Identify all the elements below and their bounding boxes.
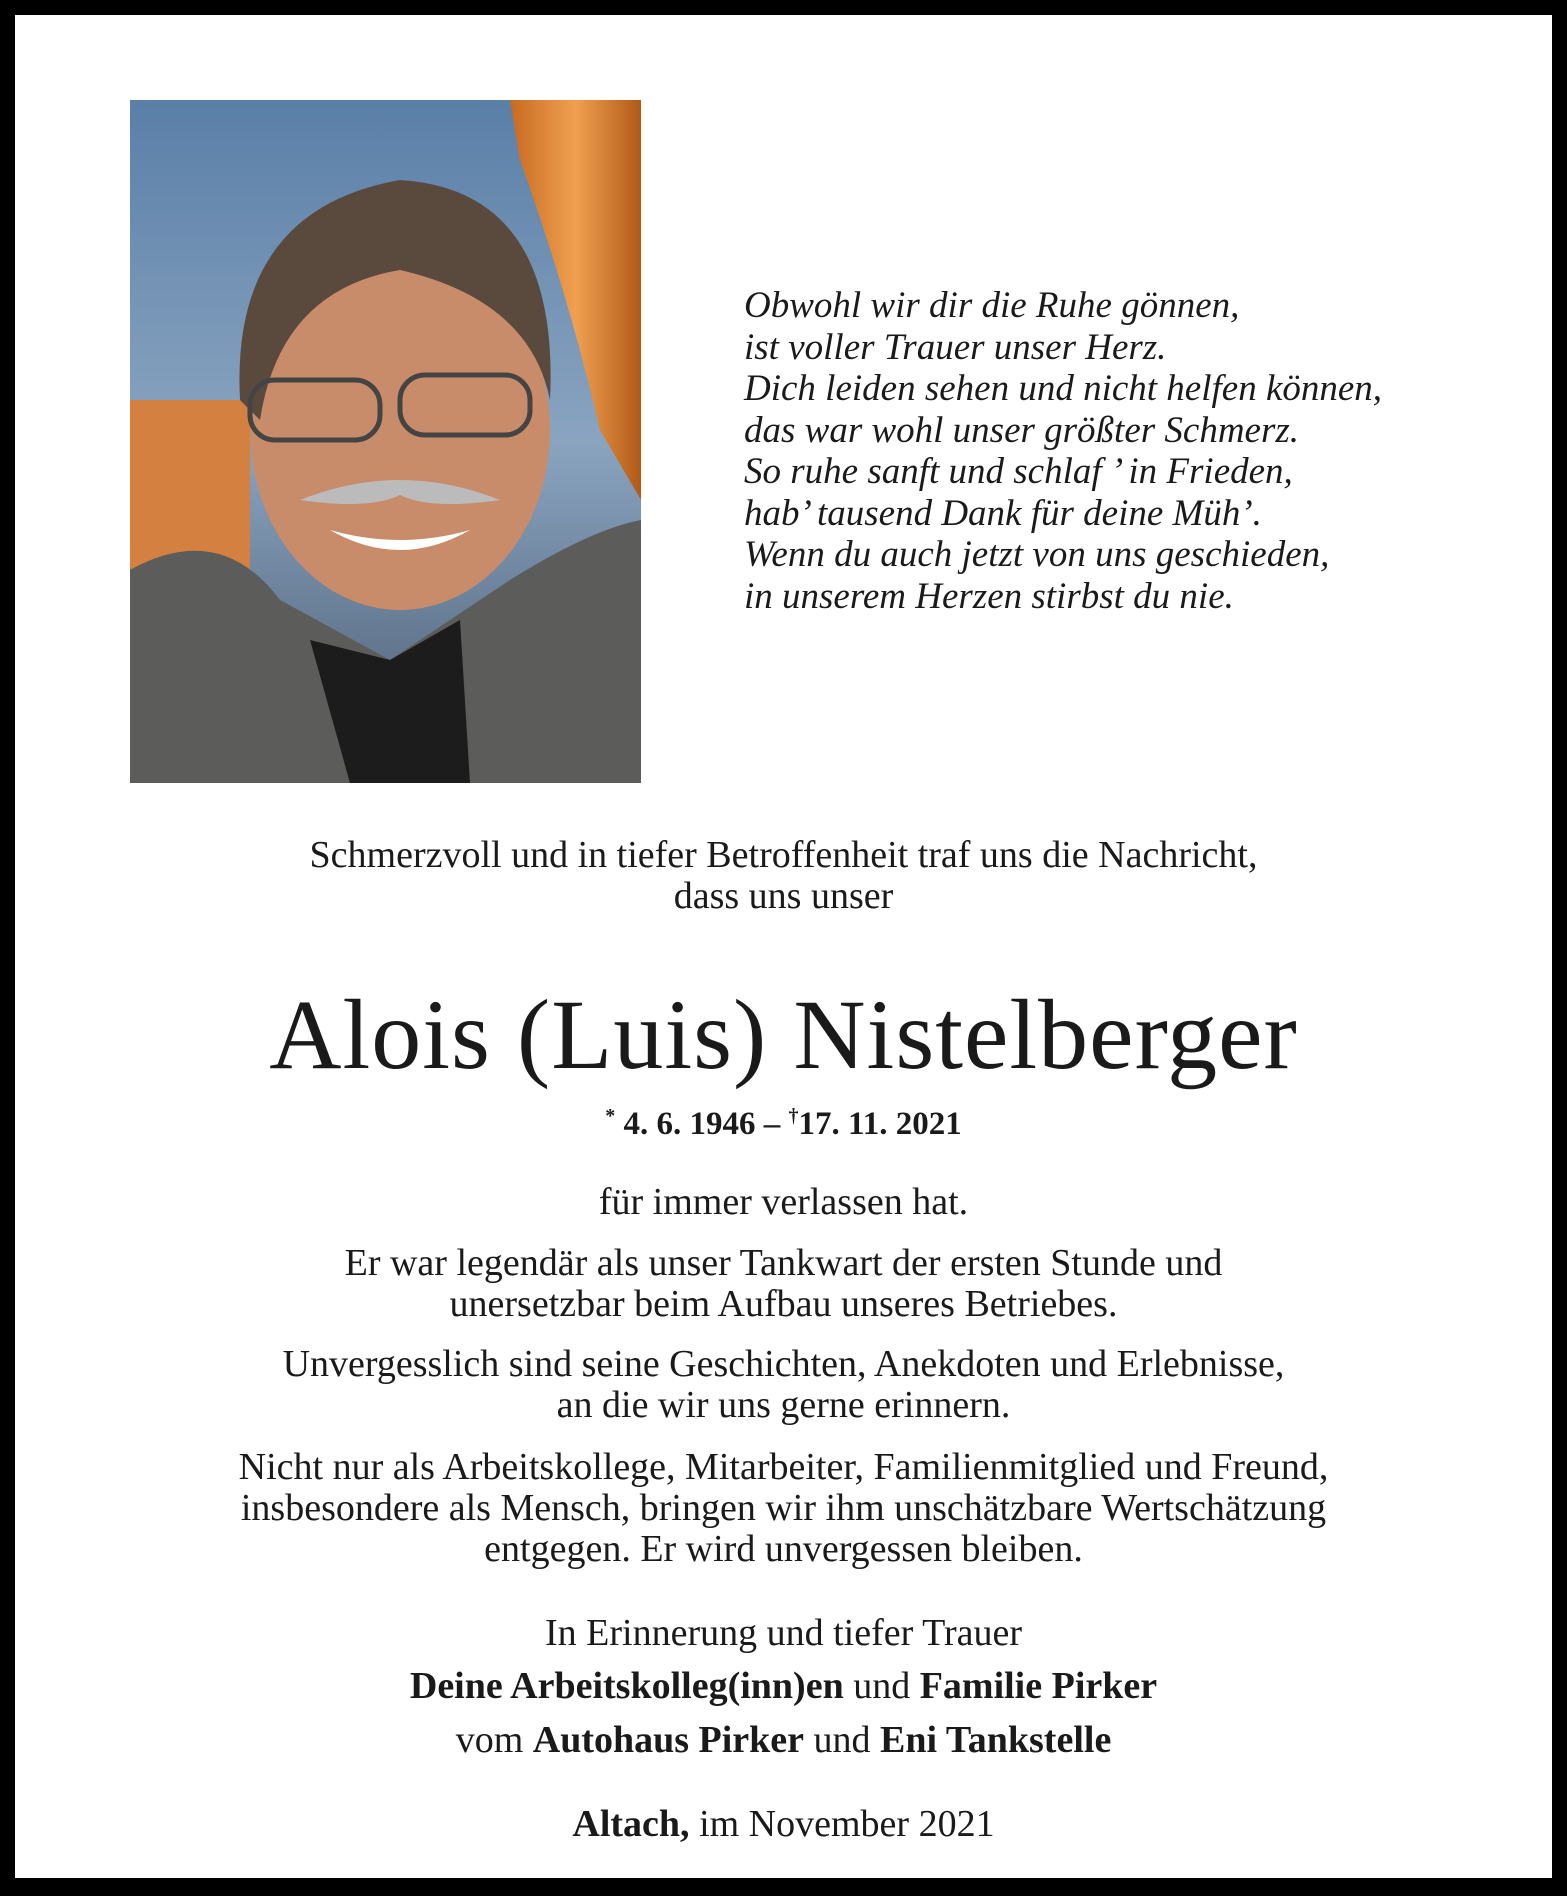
birth-symbol: * [605, 1105, 616, 1127]
poem-line: Dich leiden sehen und nicht helfen können, [744, 368, 1383, 409]
poem-line: Wenn du auch jetzt von uns geschieden, [744, 534, 1330, 575]
text-line: insbesondere als Mensch, bringen wir ihm unschätzbare Wertschätzung [240, 1487, 1327, 1529]
date: im November 2021 [699, 1803, 995, 1845]
text-line: Er war legendär als unser Tankwart der ersten Stunde und [344, 1242, 1223, 1284]
closing-line: In Erinnerung und tiefer Trauer [545, 1612, 1022, 1654]
poem-line: So ruhe sanft und schlaf ’ in Frieden, [744, 451, 1293, 492]
company-eni: Eni Tankstelle [880, 1719, 1112, 1761]
intro-line: dass uns unser [673, 875, 894, 917]
paragraph [15, 1243, 1552, 1325]
portrait-photo [130, 100, 641, 783]
signatories [15, 1666, 1552, 1707]
preposition: vom [455, 1719, 524, 1761]
poem-line: das war wohl unser größter Schmerz. [744, 409, 1300, 451]
obituary-page [15, 15, 1552, 1878]
family: Familie Pirker [919, 1665, 1158, 1707]
text-line: Nicht nur als Arbeitskollege, Mitarbeiter, Familienmitglied und Freund, [238, 1446, 1329, 1488]
companies [15, 1720, 1552, 1761]
poem-line: hab’ tausend Dank für deine Müh’. [744, 492, 1262, 534]
text-line: unersetzbar beim Aufbau unseres Betriebes. [449, 1283, 1118, 1325]
poem-line: ist voller Trauer unser Herz. [744, 326, 1167, 368]
intro-line: Schmerzvoll und in tiefer Betroffenheit traf uns die Nachricht, [309, 834, 1258, 876]
birth-date: 4. 6. 1946 [623, 1106, 756, 1142]
intro [15, 835, 1552, 917]
poem-line: Obwohl wir dir die Ruhe gönnen, [744, 285, 1240, 326]
text-line: Unvergesslich sind seine Geschichten, Anekdoten und Erlebnisse, [282, 1343, 1285, 1385]
conjunction: und [813, 1719, 871, 1761]
paragraph [15, 1447, 1552, 1570]
life-dates [15, 1105, 1552, 1143]
death-date: 17. 11. 2021 [798, 1106, 962, 1142]
date-separator: – [763, 1106, 781, 1142]
text-line: an die wir uns gerne erinnern. [556, 1384, 1011, 1426]
poem [744, 285, 1382, 617]
colleagues: Deine Arbeitskolleg(inn)en [409, 1665, 844, 1707]
death-symbol: † [788, 1105, 799, 1127]
text-line: für immer verlassen hat. [598, 1181, 969, 1223]
company-autohaus: Autohaus Pirker [532, 1719, 805, 1761]
poem-line: in unserem Herzen stirbst du nie. [744, 575, 1234, 617]
place: Altach, [572, 1803, 690, 1845]
place-date [15, 1804, 1552, 1845]
deceased-name: Alois (Luis) Nistelberger [269, 979, 1298, 1090]
paragraph [15, 1182, 1552, 1223]
text-line: entgegen. Er wird unvergessen bleiben. [484, 1528, 1083, 1570]
paragraph [15, 1344, 1552, 1426]
conjunction: und [853, 1665, 911, 1707]
